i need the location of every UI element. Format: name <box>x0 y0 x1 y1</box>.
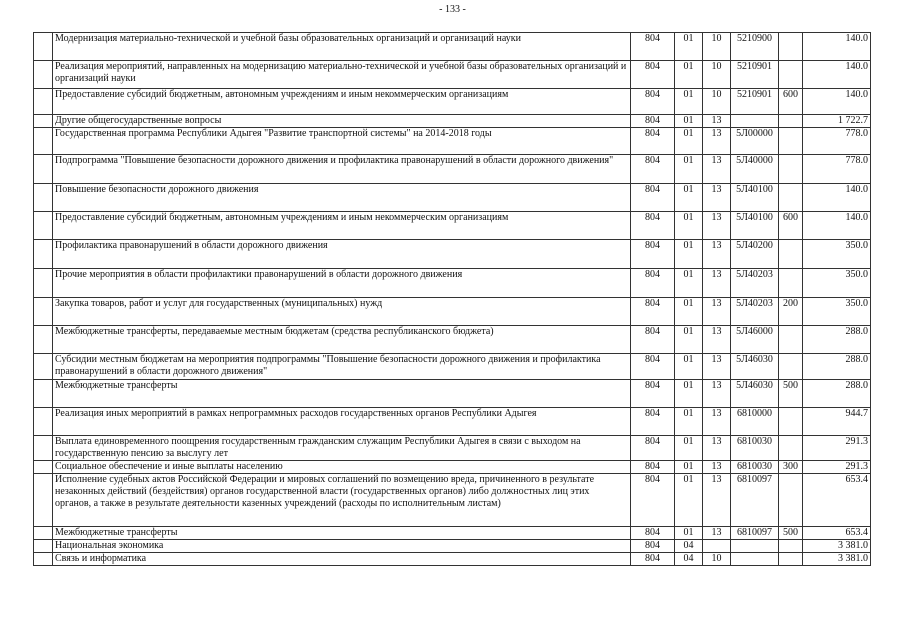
target-article-cell: 6810097 <box>731 474 779 527</box>
item-name-cell: Социальное обеспечение и иные выплаты населению <box>53 461 631 474</box>
table-row <box>34 461 871 474</box>
ved-code-cell: 804 <box>631 184 675 212</box>
ved-code-cell: 804 <box>631 354 675 380</box>
section-code-cell: 01 <box>675 184 703 212</box>
subsection-code-cell <box>703 540 731 553</box>
target-article-cell: 6810030 <box>731 436 779 461</box>
table-row <box>34 61 871 89</box>
subsection-code-cell: 13 <box>703 436 731 461</box>
subsection-code-cell: 10 <box>703 33 731 61</box>
subsection-code-cell: 13 <box>703 128 731 155</box>
table-row <box>34 240 871 269</box>
ved-code-cell: 804 <box>631 553 675 566</box>
amount-cell: 653.4 <box>803 527 871 540</box>
item-name-cell: Межбюджетные трансферты, передаваемые местным бюджетам (средства республиканского бюджета) <box>53 326 631 354</box>
ved-code-cell: 804 <box>631 115 675 128</box>
ved-code-cell: 804 <box>631 527 675 540</box>
ved-code-cell: 804 <box>631 298 675 326</box>
target-article-cell: 6810097 <box>731 527 779 540</box>
table-row <box>34 212 871 240</box>
subsection-code-cell: 13 <box>703 240 731 269</box>
section-code-cell: 01 <box>675 354 703 380</box>
ved-code-cell: 804 <box>631 269 675 298</box>
amount-cell: 350.0 <box>803 298 871 326</box>
expense-type-cell <box>779 354 803 380</box>
row-marker-cell <box>34 354 53 380</box>
table-row <box>34 553 871 566</box>
budget-table-body <box>34 33 871 566</box>
target-article-cell <box>731 553 779 566</box>
subsection-code-cell: 13 <box>703 380 731 408</box>
row-marker-cell <box>34 269 53 298</box>
section-code-cell: 01 <box>675 408 703 436</box>
item-name-cell: Предоставление субсидий бюджетным, автономным учреждениям и иным некоммерческим организациям <box>53 212 631 240</box>
subsection-code-cell: 10 <box>703 89 731 115</box>
target-article-cell: 6810030 <box>731 461 779 474</box>
section-code-cell: 01 <box>675 527 703 540</box>
row-marker-cell <box>34 326 53 354</box>
table-row <box>34 527 871 540</box>
target-article-cell <box>731 115 779 128</box>
amount-cell: 291.3 <box>803 461 871 474</box>
expense-type-cell <box>779 128 803 155</box>
item-name-cell: Повышение безопасности дорожного движения <box>53 184 631 212</box>
expense-type-cell: 300 <box>779 461 803 474</box>
expense-type-cell <box>779 115 803 128</box>
row-marker-cell <box>34 240 53 269</box>
subsection-code-cell: 13 <box>703 474 731 527</box>
target-article-cell: 5Л00000 <box>731 128 779 155</box>
subsection-code-cell: 13 <box>703 115 731 128</box>
expense-type-cell <box>779 33 803 61</box>
section-code-cell: 01 <box>675 298 703 326</box>
section-code-cell: 01 <box>675 326 703 354</box>
section-code-cell: 01 <box>675 380 703 408</box>
item-name-cell: Другие общегосударственные вопросы <box>53 115 631 128</box>
row-marker-cell <box>34 474 53 527</box>
subsection-code-cell: 13 <box>703 298 731 326</box>
amount-cell: 3 381.0 <box>803 540 871 553</box>
ved-code-cell: 804 <box>631 61 675 89</box>
subsection-code-cell: 13 <box>703 354 731 380</box>
subsection-code-cell: 13 <box>703 212 731 240</box>
ved-code-cell: 804 <box>631 326 675 354</box>
amount-cell: 3 381.0 <box>803 553 871 566</box>
row-marker-cell <box>34 436 53 461</box>
budget-table <box>33 32 871 566</box>
ved-code-cell: 804 <box>631 474 675 527</box>
item-name-cell: Межбюджетные трансферты <box>53 380 631 408</box>
row-marker-cell <box>34 408 53 436</box>
expense-type-cell <box>779 155 803 184</box>
section-code-cell: 01 <box>675 89 703 115</box>
row-marker-cell <box>34 298 53 326</box>
table-row <box>34 408 871 436</box>
amount-cell: 350.0 <box>803 269 871 298</box>
section-code-cell: 01 <box>675 115 703 128</box>
table-row <box>34 326 871 354</box>
ved-code-cell: 804 <box>631 240 675 269</box>
ved-code-cell: 804 <box>631 436 675 461</box>
table-row <box>34 298 871 326</box>
expense-type-cell <box>779 269 803 298</box>
amount-cell: 944.7 <box>803 408 871 436</box>
expense-type-cell <box>779 184 803 212</box>
ved-code-cell: 804 <box>631 89 675 115</box>
section-code-cell: 01 <box>675 240 703 269</box>
item-name-cell: Связь и информатика <box>53 553 631 566</box>
section-code-cell: 01 <box>675 128 703 155</box>
table-row <box>34 380 871 408</box>
section-code-cell: 04 <box>675 540 703 553</box>
section-code-cell: 01 <box>675 461 703 474</box>
row-marker-cell <box>34 61 53 89</box>
table-row <box>34 33 871 61</box>
ved-code-cell: 804 <box>631 128 675 155</box>
row-marker-cell <box>34 527 53 540</box>
amount-cell: 140.0 <box>803 61 871 89</box>
table-row <box>34 354 871 380</box>
row-marker-cell <box>34 89 53 115</box>
table-row <box>34 155 871 184</box>
subsection-code-cell: 13 <box>703 326 731 354</box>
ved-code-cell: 804 <box>631 461 675 474</box>
row-marker-cell <box>34 115 53 128</box>
amount-cell: 140.0 <box>803 212 871 240</box>
ved-code-cell: 804 <box>631 408 675 436</box>
amount-cell: 778.0 <box>803 128 871 155</box>
ved-code-cell: 804 <box>631 380 675 408</box>
expense-type-cell <box>779 474 803 527</box>
table-row <box>34 540 871 553</box>
expense-type-cell <box>779 61 803 89</box>
target-article-cell <box>731 540 779 553</box>
expense-type-cell <box>779 326 803 354</box>
item-name-cell: Исполнение судебных актов Российской Федерации и мировых соглашений по возмещению вреда, причиненного в результате незаконных действий (бездействия) органов государственной власти (государственных органов) либо должностных лиц этих органов, а также в результате деятельности казенных учреждений (расходы по исполнительным листам) <box>53 474 631 527</box>
target-article-cell: 5Л40203 <box>731 269 779 298</box>
amount-cell: 288.0 <box>803 326 871 354</box>
item-name-cell: Государственная программа Республики Адыгея "Развитие транспортной системы" на 2014-2018 годы <box>53 128 631 155</box>
target-article-cell: 5Л40100 <box>731 184 779 212</box>
subsection-code-cell: 10 <box>703 61 731 89</box>
target-article-cell: 5Л40000 <box>731 155 779 184</box>
page-number: - 133 - <box>439 4 466 15</box>
expense-type-cell <box>779 240 803 269</box>
ved-code-cell: 804 <box>631 33 675 61</box>
row-marker-cell <box>34 184 53 212</box>
item-name-cell: Предоставление субсидий бюджетным, автономным учреждениям и иным некоммерческим организациям <box>53 89 631 115</box>
subsection-code-cell: 13 <box>703 408 731 436</box>
subsection-code-cell: 10 <box>703 553 731 566</box>
expense-type-cell <box>779 436 803 461</box>
row-marker-cell <box>34 128 53 155</box>
expense-type-cell <box>779 408 803 436</box>
amount-cell: 140.0 <box>803 89 871 115</box>
table-row <box>34 474 871 527</box>
subsection-code-cell: 13 <box>703 461 731 474</box>
target-article-cell: 5210901 <box>731 89 779 115</box>
section-code-cell: 01 <box>675 474 703 527</box>
target-article-cell: 5Л40203 <box>731 298 779 326</box>
expense-type-cell: 500 <box>779 380 803 408</box>
section-code-cell: 01 <box>675 33 703 61</box>
amount-cell: 288.0 <box>803 354 871 380</box>
item-name-cell: Модернизация материально-технической и учебной базы образовательных организаций и организаций науки <box>53 33 631 61</box>
target-article-cell: 5Л46000 <box>731 326 779 354</box>
amount-cell: 140.0 <box>803 184 871 212</box>
target-article-cell: 6810000 <box>731 408 779 436</box>
target-article-cell: 5Л40200 <box>731 240 779 269</box>
target-article-cell: 5210900 <box>731 33 779 61</box>
ved-code-cell: 804 <box>631 155 675 184</box>
expense-type-cell: 200 <box>779 298 803 326</box>
expense-type-cell <box>779 540 803 553</box>
item-name-cell: Закупка товаров, работ и услуг для государственных (муниципальных) нужд <box>53 298 631 326</box>
table-row <box>34 184 871 212</box>
expense-type-cell: 500 <box>779 527 803 540</box>
target-article-cell: 5Л46030 <box>731 354 779 380</box>
amount-cell: 778.0 <box>803 155 871 184</box>
item-name-cell: Профилактика правонарушений в области дорожного движения <box>53 240 631 269</box>
section-code-cell: 01 <box>675 61 703 89</box>
section-code-cell: 04 <box>675 553 703 566</box>
amount-cell: 350.0 <box>803 240 871 269</box>
section-code-cell: 01 <box>675 212 703 240</box>
section-code-cell: 01 <box>675 155 703 184</box>
amount-cell: 288.0 <box>803 380 871 408</box>
expense-type-cell: 600 <box>779 89 803 115</box>
row-marker-cell <box>34 33 53 61</box>
amount-cell: 140.0 <box>803 33 871 61</box>
section-code-cell: 01 <box>675 269 703 298</box>
subsection-code-cell: 13 <box>703 269 731 298</box>
amount-cell: 653.4 <box>803 474 871 527</box>
subsection-code-cell: 13 <box>703 155 731 184</box>
item-name-cell: Субсидии местным бюджетам на мероприятия подпрограммы "Повышение безопасности дорожного движения и профилактика правонарушений в области дорожного движения" <box>53 354 631 380</box>
row-marker-cell <box>34 540 53 553</box>
item-name-cell: Подпрограмма "Повышение безопасности дорожного движения и профилактика правонарушений в области дорожного движения" <box>53 155 631 184</box>
table-row <box>34 115 871 128</box>
table-row <box>34 269 871 298</box>
table-row <box>34 128 871 155</box>
row-marker-cell <box>34 155 53 184</box>
item-name-cell: Межбюджетные трансферты <box>53 527 631 540</box>
row-marker-cell <box>34 380 53 408</box>
amount-cell: 291.3 <box>803 436 871 461</box>
item-name-cell: Прочие мероприятия в области профилактики правонарушений в области дорожного движения <box>53 269 631 298</box>
ved-code-cell: 804 <box>631 212 675 240</box>
row-marker-cell <box>34 461 53 474</box>
ved-code-cell: 804 <box>631 540 675 553</box>
target-article-cell: 5Л40100 <box>731 212 779 240</box>
row-marker-cell <box>34 212 53 240</box>
subsection-code-cell: 13 <box>703 527 731 540</box>
expense-type-cell <box>779 553 803 566</box>
item-name-cell: Реализация мероприятий, направленных на модернизацию материально-технической и учебной базы образовательных организаций и организаций науки <box>53 61 631 89</box>
amount-cell: 1 722.7 <box>803 115 871 128</box>
section-code-cell: 01 <box>675 436 703 461</box>
item-name-cell: Выплата единовременного поощрения государственным гражданским служащим Республики Адыгея в связи с выходом на государственную пенсию за выслугу лет <box>53 436 631 461</box>
table-row <box>34 436 871 461</box>
target-article-cell: 5Л46030 <box>731 380 779 408</box>
item-name-cell: Национальная экономика <box>53 540 631 553</box>
subsection-code-cell: 13 <box>703 184 731 212</box>
target-article-cell: 5210901 <box>731 61 779 89</box>
row-marker-cell <box>34 553 53 566</box>
table-row <box>34 89 871 115</box>
item-name-cell: Реализация иных мероприятий в рамках непрограммных расходов государственных органов Республики Адыгея <box>53 408 631 436</box>
expense-type-cell: 600 <box>779 212 803 240</box>
